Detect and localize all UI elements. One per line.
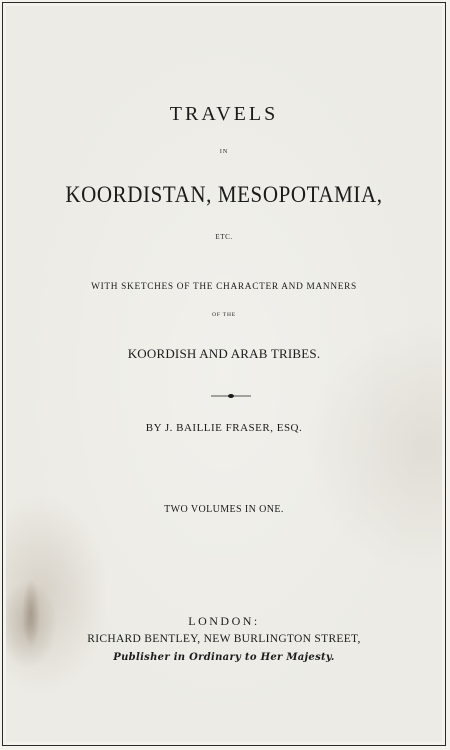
- etc-text: ETC.: [215, 233, 233, 241]
- publisher-note: Publisher in Ordinary to Her Majesty.: [113, 652, 335, 663]
- volumes-note: TWO VOLUMES IN ONE.: [164, 504, 284, 515]
- subtitle-text: WITH SKETCHES OF THE CHARACTER AND MANNERS: [91, 282, 357, 292]
- ornament-rule-icon: [211, 393, 251, 399]
- places-title: KOORDISTAN, MESOPOTAMIA,: [65, 180, 383, 208]
- of-the-text: OF THE: [212, 312, 236, 318]
- city-line: LONDON:: [188, 614, 260, 628]
- publisher-line: RICHARD BENTLEY, NEW BURLINGTON STREET,: [87, 633, 361, 645]
- author-line: BY J. BAILLIE FRASER, ESQ.: [145, 422, 303, 434]
- tribes-text: KOORDISH AND ARAB TRIBES.: [127, 346, 321, 361]
- in-text: IN: [219, 149, 229, 155]
- book-title: TRAVELS: [169, 103, 279, 125]
- title-page: [6, 6, 442, 742]
